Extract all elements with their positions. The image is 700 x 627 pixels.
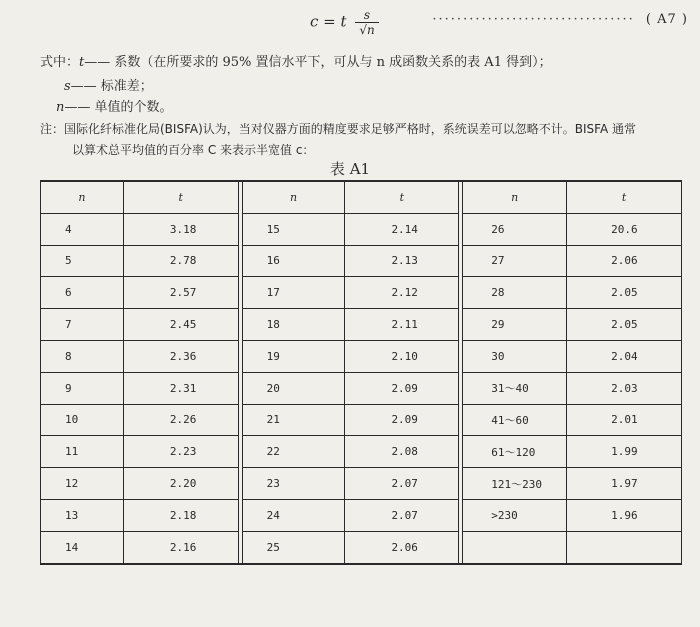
table-row [41, 245, 682, 277]
column-header-t: t [123, 181, 238, 213]
legend-var-n: n [56, 100, 65, 115]
formula-a7 [310, 8, 379, 37]
cell-t: 2.78 [123, 245, 238, 277]
cell-t: 2.26 [123, 404, 238, 436]
legend-prefix: 式中： [40, 55, 80, 70]
cell-t: 2.03 [567, 372, 682, 404]
cell-t: 2.07 [345, 499, 459, 531]
table-row [41, 213, 682, 245]
cell-n: 21 [242, 404, 345, 436]
cell-n: 41～60 [463, 404, 567, 436]
t-value-table [40, 180, 682, 565]
table-row [41, 372, 682, 404]
cell-t: 2.05 [567, 309, 682, 341]
cell-t: 2.13 [345, 245, 459, 277]
cell-t: 2.06 [345, 531, 459, 563]
cell-n: 22 [242, 436, 345, 468]
note-line-2: 以算术总平均值的百分率 C 来表示半宽值 c： [72, 143, 315, 157]
cell-n: 17 [242, 277, 345, 309]
column-header-n: n [242, 181, 345, 213]
cell-t: 2.57 [123, 277, 238, 309]
cell-t: 2.16 [123, 531, 238, 563]
cell-t: 2.06 [567, 245, 682, 277]
cell-t: 3.18 [123, 213, 238, 245]
cell-n: 31～40 [463, 372, 567, 404]
column-header-t: t [567, 181, 682, 213]
cell-n: 28 [463, 277, 567, 309]
cell-n: 61～120 [463, 436, 567, 468]
cell-t: 2.05 [567, 277, 682, 309]
cell-n: 9 [41, 372, 124, 404]
cell-n: 14 [41, 531, 124, 563]
legend-n [56, 96, 173, 115]
cell-t: 2.11 [345, 309, 459, 341]
cell-t [567, 531, 682, 563]
cell-n: 16 [242, 245, 345, 277]
cell-t: 2.10 [345, 340, 459, 372]
cell-t: 1.96 [567, 499, 682, 531]
cell-t: 2.09 [345, 372, 459, 404]
cell-t: 2.09 [345, 404, 459, 436]
table-header-row [41, 181, 682, 213]
cell-n [463, 531, 567, 563]
cell-n: 18 [242, 309, 345, 341]
legend-text-s: —— 标准差； [70, 79, 153, 94]
table-row [41, 499, 682, 531]
legend-text-n: —— 单值的个数。 [64, 100, 173, 115]
note-line-1: 注：国际化纤标准化局(BISFA)认为，当对仪器方面的精度要求足够严格时，系统误差可以忽略不计。BISFA 通常 [40, 122, 636, 136]
cell-t: 20.6 [567, 213, 682, 245]
cell-n: 121～230 [463, 468, 567, 500]
cell-n: 30 [463, 340, 567, 372]
legend-t [40, 51, 552, 70]
cell-t: 2.04 [567, 340, 682, 372]
cell-t: 2.31 [123, 372, 238, 404]
cell-t: 2.45 [123, 309, 238, 341]
cell-t: 2.07 [345, 468, 459, 500]
formula-fraction [355, 8, 378, 37]
leader-dots: ································· [432, 12, 635, 27]
cell-n: 19 [242, 340, 345, 372]
table-row [41, 309, 682, 341]
cell-n: >230 [463, 499, 567, 531]
cell-n: 27 [463, 245, 567, 277]
formula-denominator: √n [355, 22, 378, 37]
cell-n: 11 [41, 436, 124, 468]
cell-t: 2.14 [345, 213, 459, 245]
legend-s [64, 75, 153, 94]
formula-lhs: c = t [310, 12, 347, 31]
cell-n: 24 [242, 499, 345, 531]
cell-t: 2.23 [123, 436, 238, 468]
equation-number [432, 12, 688, 27]
legend-var-t: t [79, 55, 85, 70]
cell-n: 23 [242, 468, 345, 500]
cell-t: 2.08 [345, 436, 459, 468]
table-row [41, 340, 682, 372]
cell-n: 13 [41, 499, 124, 531]
cell-t: 1.97 [567, 468, 682, 500]
note-paragraph [40, 119, 690, 161]
cell-n: 7 [41, 309, 124, 341]
cell-t: 2.20 [123, 468, 238, 500]
cell-t: 1.99 [567, 436, 682, 468]
table-row [41, 277, 682, 309]
table-title: 表 A1 [329, 160, 371, 178]
column-header-n: n [41, 181, 124, 213]
column-header-t: t [345, 181, 459, 213]
cell-n: 6 [41, 277, 124, 309]
cell-n: 10 [41, 404, 124, 436]
cell-n: 29 [463, 309, 567, 341]
equation-label: ( A7 ) [645, 12, 688, 27]
cell-n: 4 [41, 213, 124, 245]
legend-var-s: s [64, 79, 71, 94]
cell-n: 8 [41, 340, 124, 372]
cell-t: 2.01 [567, 404, 682, 436]
cell-t: 2.18 [123, 499, 238, 531]
cell-n: 5 [41, 245, 124, 277]
table-row [41, 404, 682, 436]
formula-numerator: s [363, 8, 371, 22]
cell-n: 26 [463, 213, 567, 245]
cell-n: 12 [41, 468, 124, 500]
table-row [41, 468, 682, 500]
cell-t: 2.36 [123, 340, 238, 372]
column-header-n: n [463, 181, 567, 213]
table-row [41, 531, 682, 563]
cell-n: 20 [242, 372, 345, 404]
cell-n: 15 [242, 213, 345, 245]
table-row [41, 436, 682, 468]
cell-t: 2.12 [345, 277, 459, 309]
legend-text-t: —— 系数（在所要求的 95% 置信水平下，可从与 n 成函数关系的表 A1 得到）； [84, 55, 552, 70]
cell-n: 25 [242, 531, 345, 563]
